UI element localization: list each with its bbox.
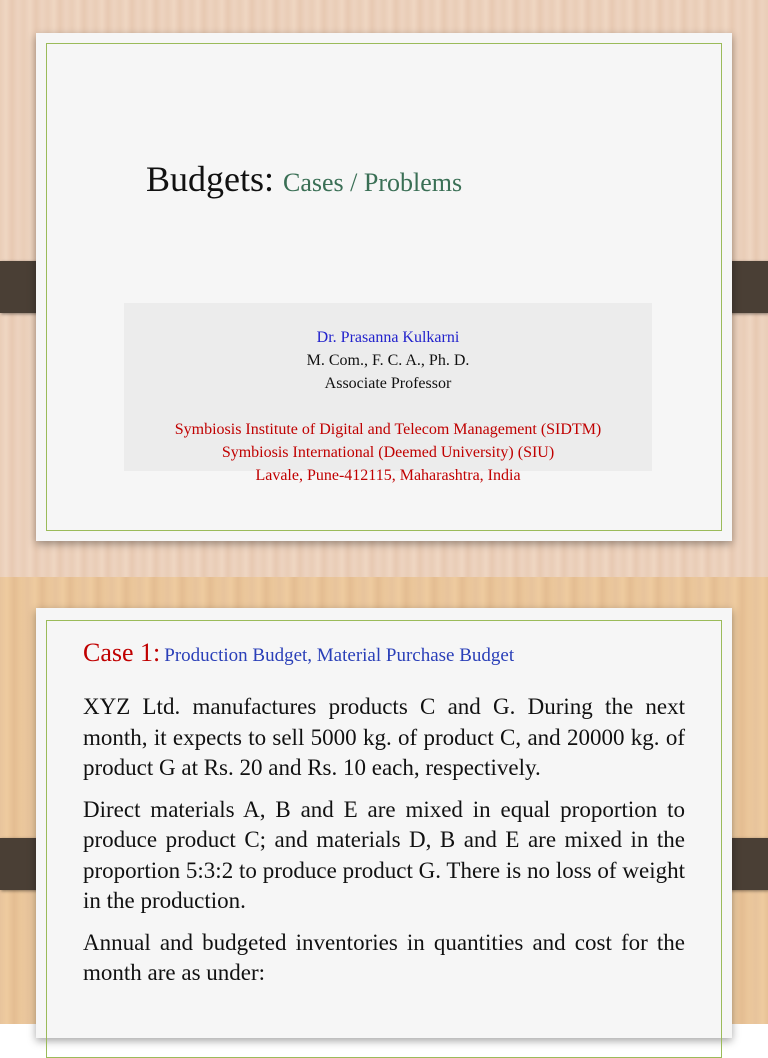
case-paragraph: Direct materials A, B and E are mixed in equal proportion to produce product C; and materials D, B and E are mixed in the proportion 5:3:2 to produce product G. There is no loss of weight in the production.: [83, 796, 685, 913]
title-slide: [36, 33, 732, 541]
case-paragraph: Annual and budgeted inventories in quantities and cost for the month are as under:: [83, 929, 685, 985]
author-name: Dr. Prasanna Kulkarni: [316, 329, 460, 346]
university-name: Symbiosis International (Deemed University) (SIU): [221, 444, 555, 461]
title-subtitle: Cases / Problems: [283, 168, 463, 197]
author-designation: Associate Professor: [324, 375, 452, 392]
case-body: [83, 692, 685, 1000]
case-subtitle: Production Budget, Material Purchase Budget: [164, 645, 515, 666]
slide-title: [146, 158, 462, 200]
case-label: Case 1:: [83, 638, 161, 667]
case-slide: [36, 608, 732, 1038]
institute-name: Symbiosis Institute of Digital and Telecom Management (SIDTM): [174, 421, 602, 438]
address: Lavale, Pune-412115, Maharashtra, India: [255, 467, 521, 484]
author-qualifications: M. Com., F. C. A., Ph. D.: [306, 352, 470, 369]
title-main: Budgets:: [146, 159, 275, 199]
case-paragraph: XYZ Ltd. manufactures products C and G. During the next month, it expects to sell 5000 kg. of product C, and 20000 kg. of product G at Rs. 20 and Rs. 10 each, respectively.: [83, 694, 685, 780]
case-title: [83, 638, 514, 668]
author-info: [124, 303, 652, 484]
